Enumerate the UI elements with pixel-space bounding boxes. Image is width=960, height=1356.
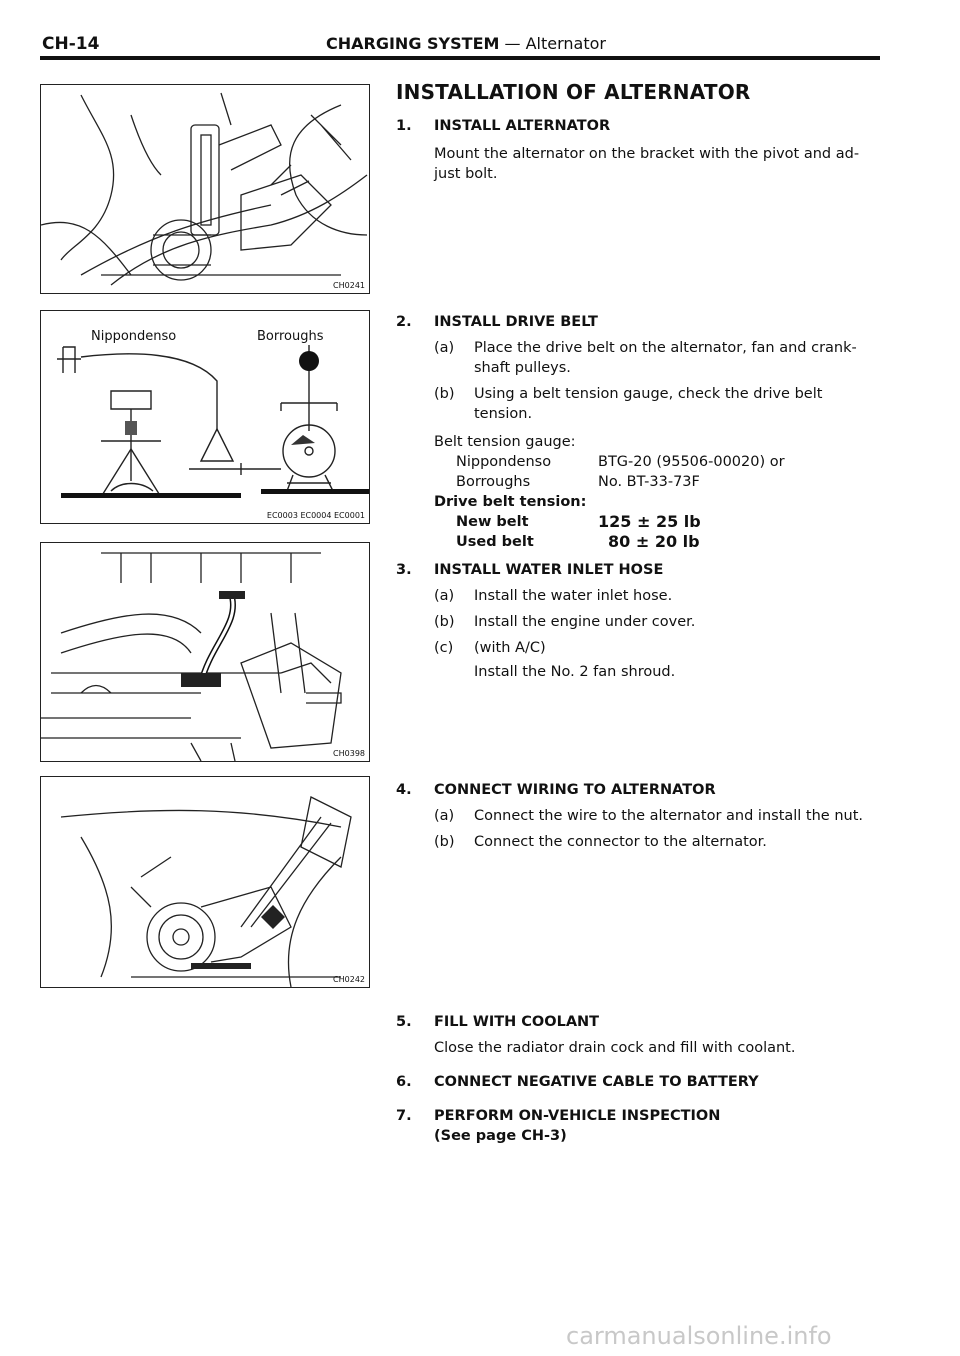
- step-heading: PERFORM ON-VEHICLE INSPECTION: [434, 1108, 721, 1124]
- figure-belt-tension-gauges: [40, 310, 370, 524]
- page-number: CH-14: [42, 34, 100, 54]
- step-text: Mount the alternator on the bracket with the pivot and ad-just bolt.: [434, 146, 860, 182]
- step-heading: INSTALL DRIVE BELT: [434, 314, 598, 330]
- step-text: Close the radiator drain cock and fill with coolant.: [434, 1040, 796, 1056]
- step-reference: (See page CH-3): [434, 1128, 567, 1144]
- step-number: 1.: [396, 118, 412, 134]
- watermark: carmanualsonline.info: [566, 1322, 832, 1350]
- spec-value: 80 ± 20 lb: [608, 532, 700, 551]
- step-number: 6.: [396, 1074, 412, 1090]
- spec-row: [434, 472, 882, 492]
- step-4: [396, 780, 882, 852]
- step-heading: INSTALL ALTERNATOR: [434, 118, 611, 134]
- page-header-title: [326, 34, 606, 53]
- sub-step-text: Install the engine under cover.: [474, 614, 696, 630]
- sub-step-text: Connect the wire to the alternator and install the nut.: [474, 808, 864, 824]
- section-title: CHARGING SYSTEM: [326, 34, 500, 53]
- spec-row: [434, 512, 882, 532]
- sub-step-label: (a): [434, 340, 455, 356]
- sub-step: [434, 384, 882, 424]
- alternator-mount-illustration: [41, 85, 369, 293]
- main-title: INSTALLATION OF ALTERNATOR: [396, 80, 751, 104]
- sub-step: [434, 638, 882, 658]
- header-rule: [40, 56, 880, 60]
- gauge-label-borroughs: Borroughs: [257, 329, 324, 344]
- spec-value: No. BT-33-73F: [598, 474, 700, 490]
- spec-label: Drive belt tension:: [434, 494, 587, 510]
- sub-step-text: Using a belt tension gauge, check the drive belt tension.: [474, 386, 823, 422]
- step-number: 7.: [396, 1108, 412, 1124]
- figure-water-inlet-hose: [40, 542, 370, 762]
- figure-alternator-mount: [40, 84, 370, 294]
- spec-row: [434, 532, 882, 552]
- step-heading: CONNECT NEGATIVE CABLE TO BATTERY: [434, 1074, 759, 1090]
- step-2: [396, 312, 882, 552]
- sub-step: [434, 832, 882, 852]
- sub-step-text: Install the No. 2 fan shroud.: [474, 664, 676, 680]
- sub-step-label: (a): [434, 808, 455, 824]
- spec-name: New belt: [456, 514, 529, 530]
- sub-step-label: (c): [434, 640, 454, 656]
- figure-code: CH0242: [333, 975, 365, 984]
- gauge-label-nippondenso: Nippondenso: [91, 329, 177, 344]
- sub-step-text: Place the drive belt on the alternator, fan and crank-shaft pulleys.: [474, 340, 857, 376]
- sub-step-label: (b): [434, 386, 455, 402]
- step-heading: FILL WITH COOLANT: [434, 1014, 600, 1030]
- spec-name: Used belt: [456, 534, 534, 550]
- step-number: 3.: [396, 562, 412, 578]
- step-6: [396, 1072, 882, 1092]
- spec-value: BTG-20 (95506-00020) or: [598, 454, 785, 470]
- step-number: 4.: [396, 782, 412, 798]
- figure-code: CH0398: [333, 749, 365, 758]
- spec-value: 125 ± 25 lb: [598, 512, 701, 531]
- figure-code: CH0241: [333, 281, 365, 290]
- spec-name: Nippondenso: [456, 454, 552, 470]
- sub-step-text: Connect the connector to the alternator.: [474, 834, 767, 850]
- step-number: 2.: [396, 314, 412, 330]
- sub-step-label: (b): [434, 834, 455, 850]
- step-heading: INSTALL WATER INLET HOSE: [434, 562, 664, 578]
- step-1: [396, 116, 882, 184]
- water-inlet-hose-illustration: [41, 543, 369, 761]
- sub-step: [434, 806, 882, 826]
- sub-step-text: (with A/C): [474, 640, 546, 656]
- connect-wiring-illustration: [41, 777, 369, 987]
- figure-connect-wiring: [40, 776, 370, 988]
- sub-step: [434, 612, 882, 632]
- sub-step-label: (b): [434, 614, 455, 630]
- spec-name: Borroughs: [456, 474, 531, 490]
- step-3: [396, 560, 882, 682]
- spec-row: [434, 452, 882, 472]
- figure-code: EC0003 EC0004 EC0001: [266, 511, 365, 520]
- sub-step: [434, 586, 882, 606]
- belt-tension-gauge-spec: [434, 432, 882, 552]
- sub-step-continuation: [434, 662, 882, 682]
- sub-step-text: Install the water inlet hose.: [474, 588, 673, 604]
- spec-label: Belt tension gauge:: [434, 434, 576, 450]
- step-heading: CONNECT WIRING TO ALTERNATOR: [434, 782, 716, 798]
- sub-step-label: (a): [434, 588, 455, 604]
- step-5: [396, 1012, 882, 1058]
- section-subtitle: — Alternator: [499, 34, 606, 53]
- step-number: 5.: [396, 1014, 412, 1030]
- sub-step: [434, 338, 882, 378]
- step-7: [396, 1106, 882, 1146]
